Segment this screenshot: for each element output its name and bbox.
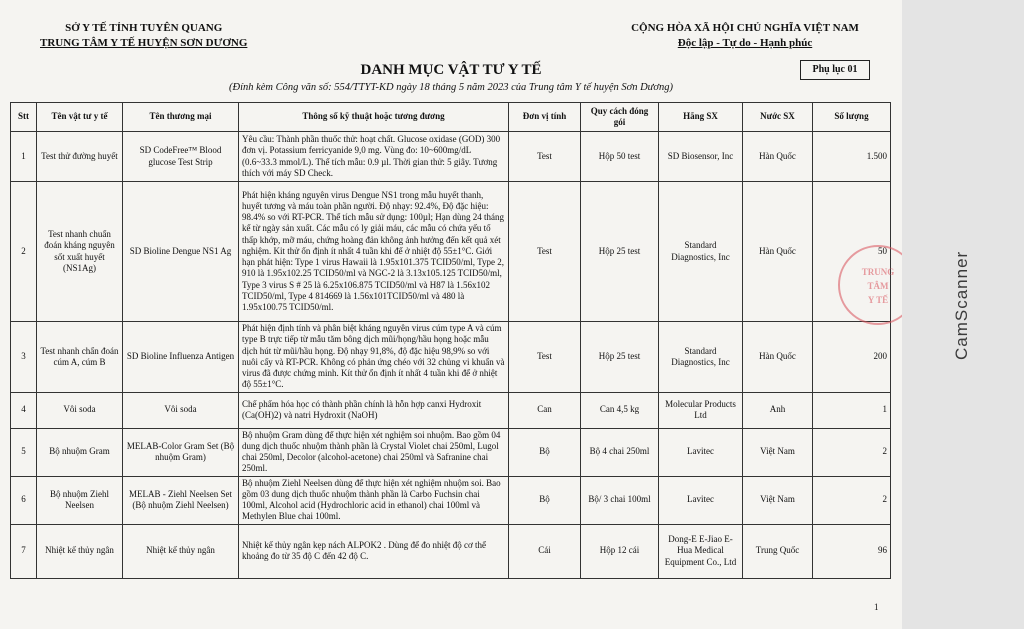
national-title: CỘNG HÒA XÃ HỘI CHỦ NGHĨA VIỆT NAM <box>631 22 859 34</box>
unit-cell: Bộ <box>509 428 581 476</box>
annex-badge: Phụ lục 01 <box>800 60 870 80</box>
quantity-cell: 2 <box>813 476 891 524</box>
trade-name-cell: SD CodeFree™ Blood glucose Test Strip <box>123 132 239 182</box>
quantity-cell: 50 <box>813 182 891 322</box>
technical-spec-cell: Bộ nhuộm Ziehl Neelsen dùng để thực hiện xét nghiệm nhuộm soi. Bao gồm 03 dung dịch thuốc nhuộm thành phần là Carbo Fuchsin chai 100ml, Alcohol acid (Hydrochloric acid in ethanol) chai 100ml và Methylen Blue chai 100ml. <box>239 476 509 524</box>
technical-spec-cell: Phát hiện định tính và phân biệt kháng nguyên virus cúm type A và cúm type B trực tiếp từ mẫu tăm bông dịch mũi/họng/hầu họng hoặc mẫu dịch hút từ mũi/hầu họng. Độ nhạy 91,8%, độ đặc hiệu 98,9% so với nuôi cấy và RT-PCR. Không có phản ứng chéo với 32 chủng vi khuẩn và virus đã được chứng minh. Kít thử ổn định ít nhất 4 tuần khi để ở nhiệt độ 55±1°C. <box>239 322 509 393</box>
item-name-cell: Bộ nhuộm Ziehl Neelsen <box>37 476 123 524</box>
packaging-cell: Hộp 25 test <box>581 322 659 393</box>
unit-cell: Test <box>509 132 581 182</box>
item-name-cell: Vôi soda <box>37 392 123 428</box>
supplies-table <box>10 102 891 579</box>
column-header: Đơn vị tính <box>509 103 581 132</box>
scanner-watermark: CamScanner <box>952 250 971 360</box>
column-header: Hãng SX <box>659 103 743 132</box>
item-name-cell: Nhiệt kế thủy ngân <box>37 524 123 578</box>
packaging-cell: Bộ 4 chai 250ml <box>581 428 659 476</box>
packaging-cell: Hộp 50 test <box>581 132 659 182</box>
national-motto: Độc lập - Tự do - Hạnh phúc <box>677 37 813 49</box>
issuer-center: TRUNG TÂM Y TẾ HUYỆN SƠN DƯƠNG <box>40 37 248 49</box>
unit-cell: Can <box>509 392 581 428</box>
country-cell: Hàn Quốc <box>743 182 813 322</box>
row-index-cell: 4 <box>11 392 37 428</box>
quantity-cell: 2 <box>813 428 891 476</box>
page-number: 1 <box>874 602 879 612</box>
table-row <box>11 428 891 476</box>
row-index-cell: 1 <box>11 132 37 182</box>
trade-name-cell: Nhiệt kế thủy ngân <box>123 524 239 578</box>
technical-spec-cell: Phát hiện kháng nguyên virus Dengue NS1 trong mẫu huyết thanh, huyết tương và máu toàn phần người. Độ nhạy: 92.4%, Độ đặc hiệu: 98.4% so với RT-PCR. Thể tích mẫu sử dụng: 100µl; Hạn dùng 24 tháng kể từ ngày sản xuất. Các mẫu có ly giải máu, các mẫu có chứa yếu tố thấp khớp, mỡ máu, chứng hoàng đản không ảnh hưởng đến kết quả xét nghiệm. Kit thử ổn định ít nhất 4 tuần khi để ở nhiệt độ 55±1°C. Giới hạn phát hiện: Type 1 virus Hawaii là 1.95x101.375 TCID50/ml, Type 2, 910 là 1.95x102.25 TCID50/ml và NGC-2 là 3.13x105.125 TCID50/ml, Type 3 virus S # 25 là 6.25x106.875 TCID50/ml và H87 là 1.56x102 TCID50/ml, Type 4 814669 là 1.56x101TCID50/ml và 480 là 1.95x100.75 TCID50/ml. <box>239 182 509 322</box>
column-header: Quy cách đóng gói <box>581 103 659 132</box>
manufacturer-cell: Lavitec <box>659 428 743 476</box>
national-header <box>620 22 870 49</box>
table-row <box>11 476 891 524</box>
trade-name-cell: SD Bioline Influenza Antigen <box>123 322 239 393</box>
row-index-cell: 6 <box>11 476 37 524</box>
packaging-cell: Bộ/ 3 chai 100ml <box>581 476 659 524</box>
row-index-cell: 2 <box>11 182 37 322</box>
packaging-cell: Hộp 12 cái <box>581 524 659 578</box>
column-header: Số lượng <box>813 103 891 132</box>
country-cell: Việt Nam <box>743 476 813 524</box>
unit-cell: Test <box>509 182 581 322</box>
table-row <box>11 322 891 393</box>
manufacturer-cell: Dong-E E-Jiao E-Hua Medical Equipment Co., Ltd <box>659 524 743 578</box>
column-header: Nước SX <box>743 103 813 132</box>
manufacturer-cell: Molecular Products Ltd <box>659 392 743 428</box>
country-cell: Hàn Quốc <box>743 322 813 393</box>
quantity-cell: 96 <box>813 524 891 578</box>
country-cell: Việt Nam <box>743 428 813 476</box>
manufacturer-cell: SD Biosensor, Inc <box>659 132 743 182</box>
item-name-cell: Test nhanh chuẩn đoán kháng nguyên sốt xuất huyết (NS1Ag) <box>37 182 123 322</box>
unit-cell: Cái <box>509 524 581 578</box>
unit-cell: Bộ <box>509 476 581 524</box>
quantity-cell: 1 <box>813 392 891 428</box>
manufacturer-cell: Standard Diagnostics, Inc <box>659 182 743 322</box>
manufacturer-cell: Standard Diagnostics, Inc <box>659 322 743 393</box>
item-name-cell: Bộ nhuộm Gram <box>37 428 123 476</box>
technical-spec-cell: Nhiệt kế thủy ngân kẹp nách ALPOK2 . Dùng để đo nhiệt độ cơ thể khoảng đo từ 35 độ C đến 42 độ C. <box>239 524 509 578</box>
quantity-cell: 1.500 <box>813 132 891 182</box>
table-row <box>11 132 891 182</box>
document-subtitle: (Đính kèm Công văn số: 554/TTYT-KD ngày 18 tháng 5 năm 2023 của Trung tâm Y tế huyện Sơn Dương) <box>228 82 674 93</box>
issuer-department: SỞ Y TẾ TỈNH TUYÊN QUANG <box>65 22 223 34</box>
document-title: DANH MỤC VẬT TƯ Y TẾ <box>360 62 542 78</box>
row-index-cell: 7 <box>11 524 37 578</box>
table-header-row <box>11 103 891 132</box>
trade-name-cell: MELAB-Color Gram Set (Bộ nhuộm Gram) <box>123 428 239 476</box>
item-name-cell: Test thử đường huyết <box>37 132 123 182</box>
manufacturer-cell: Lavitec <box>659 476 743 524</box>
table-row <box>11 182 891 322</box>
column-header: Stt <box>11 103 37 132</box>
technical-spec-cell: Yêu cầu: Thành phần thuốc thử: hoạt chất. Glucose oxidase (GOD) 300 đơn vị. Potassium ferricyanide 9,0 mg. Vùng đo: 10~600mg/dL (0.6~33.3 mmol/L). Thể tích mẫu: 0.9 µl. Thời gian thử: 5 giây. Tương thích với máy SD Check. <box>239 132 509 182</box>
column-header: Tên vật tư y tế <box>37 103 123 132</box>
country-cell: Hàn Quốc <box>743 132 813 182</box>
table-row <box>11 524 891 578</box>
technical-spec-cell: Bộ nhuộm Gram dùng để thực hiện xét nghiệm soi nhuộm. Bao gồm 04 dung dịch thuốc nhuộm thành phần là Crystal Violet chai 250ml, Lugol chai 250ml, Decolor (alcohol-acetone) chai 250ml và Safranine chai 250ml. <box>239 428 509 476</box>
seal-text: TRUNG TÂM Y TẾ <box>861 267 895 305</box>
trade-name-cell: MELAB - Ziehl Neelsen Set (Bộ nhuộm Ziehl Neelsen) <box>123 476 239 524</box>
quantity-cell: 200 <box>813 322 891 393</box>
technical-spec-cell: Chế phẩm hóa học có thành phần chính là hỗn hợp canxi Hydroxit (Ca(OH)2) và natri Hydroxit (NaOH) <box>239 392 509 428</box>
country-cell: Trung Quốc <box>743 524 813 578</box>
unit-cell: Test <box>509 322 581 393</box>
trade-name-cell: SD Bioline Dengue NS1 Ag <box>123 182 239 322</box>
column-header: Tên thương mại <box>123 103 239 132</box>
item-name-cell: Test nhanh chẩn đoán cúm A, cúm B <box>37 322 123 393</box>
packaging-cell: Can 4,5 kg <box>581 392 659 428</box>
trade-name-cell: Vôi soda <box>123 392 239 428</box>
row-index-cell: 5 <box>11 428 37 476</box>
column-header: Thông số kỹ thuật hoặc tương đương <box>239 103 509 132</box>
table-row <box>11 392 891 428</box>
country-cell: Anh <box>743 392 813 428</box>
issuer-header <box>40 22 247 49</box>
packaging-cell: Hộp 25 test <box>581 182 659 322</box>
row-index-cell: 3 <box>11 322 37 393</box>
